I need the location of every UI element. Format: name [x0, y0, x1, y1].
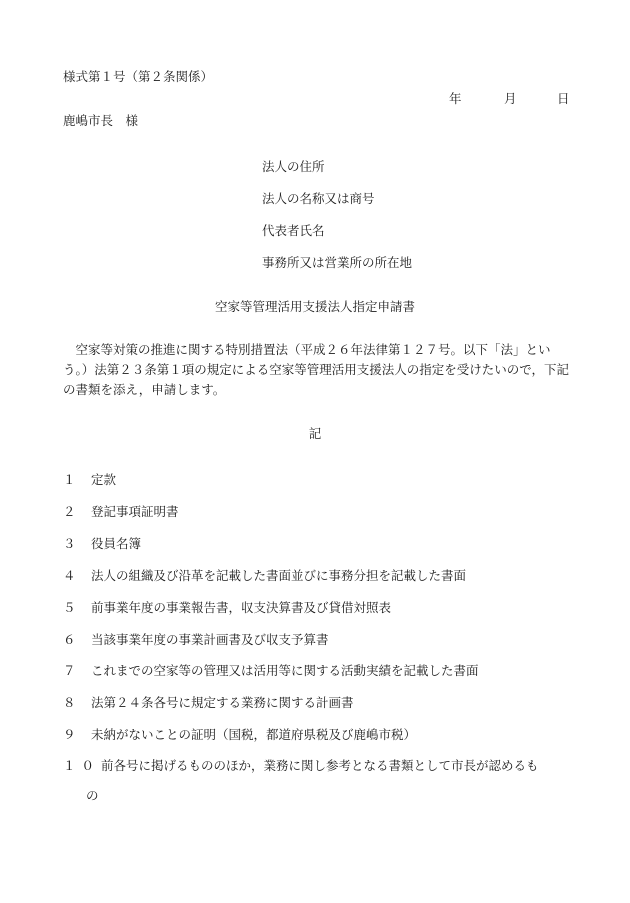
document-title: 空家等管理活用支援法人指定申請書	[214, 299, 415, 314]
list-item-text: 役員名簿	[91, 536, 142, 551]
list-item-number: ４	[63, 568, 76, 583]
list-item-number: １０	[63, 758, 101, 773]
list-item-number: ３	[63, 536, 76, 551]
list-item-text: 定款	[91, 472, 117, 487]
list-item-number: １	[63, 472, 76, 487]
list-item-text: 未納がないことの証明（国税，都道府県税及び鹿嶋市税）	[91, 727, 417, 742]
list-item	[63, 725, 416, 743]
list-item-continuation: の	[86, 788, 99, 803]
list-item-number: ５	[63, 600, 76, 615]
form-number: 様式第１号（第２条関係）	[63, 69, 214, 84]
date-month-label: 月	[504, 91, 517, 106]
list-item-number: ８	[63, 695, 76, 710]
date-day-label: 日	[557, 91, 570, 106]
list-item-text: 登記事項証明書	[91, 504, 179, 519]
applicant-representative-label: 代表者氏名	[262, 223, 325, 238]
addressee: 鹿嶋市長 様	[63, 113, 139, 128]
ki-heading: 記	[308, 426, 322, 441]
list-item	[63, 470, 116, 488]
list-item	[63, 693, 354, 711]
application-body-text: 空家等対策の推進に関する特別措置法（平成２６年法律第１２７号。以下「法」という。）法第２３条第１項の規定による空家等管理活用支援法人の指定を受けたいので，下記の書類を添え，申請します。	[63, 342, 570, 397]
list-item-number: ６	[63, 632, 76, 647]
list-item-text: 前事業年度の事業報告書，収支決算書及び貸借対照表	[91, 600, 392, 615]
list-item	[63, 630, 329, 648]
list-item-number: ２	[63, 504, 76, 519]
applicant-office-label: 事務所又は営業所の所在地	[262, 255, 413, 270]
list-item-text: 当該事業年度の事業計画書及び収支予算書	[91, 632, 329, 647]
list-item-number: ９	[63, 727, 76, 742]
list-item-text: 法第２４条各号に規定する業務に関する計画書	[91, 695, 354, 710]
list-item	[63, 661, 479, 679]
applicant-address-label: 法人の住所	[262, 159, 325, 174]
list-item	[63, 502, 179, 520]
date-year-label: 年	[449, 91, 462, 106]
list-item-text: 法人の組織及び沿革を記載した書面並びに事務分担を記載した書面	[91, 568, 467, 583]
list-item-text: これまでの空家等の管理又は活用等に関する活動実績を記載した書面	[91, 663, 479, 678]
list-item	[63, 598, 391, 616]
list-item-number: ７	[63, 663, 76, 678]
list-item	[63, 566, 466, 584]
list-item-text: 前各号に掲げるもののほか，業務に関し参考となる書類として市長が認めるも	[101, 758, 539, 773]
list-item	[63, 534, 141, 552]
list-item	[63, 756, 539, 774]
applicant-name-label: 法人の名称又は商号	[262, 191, 375, 206]
